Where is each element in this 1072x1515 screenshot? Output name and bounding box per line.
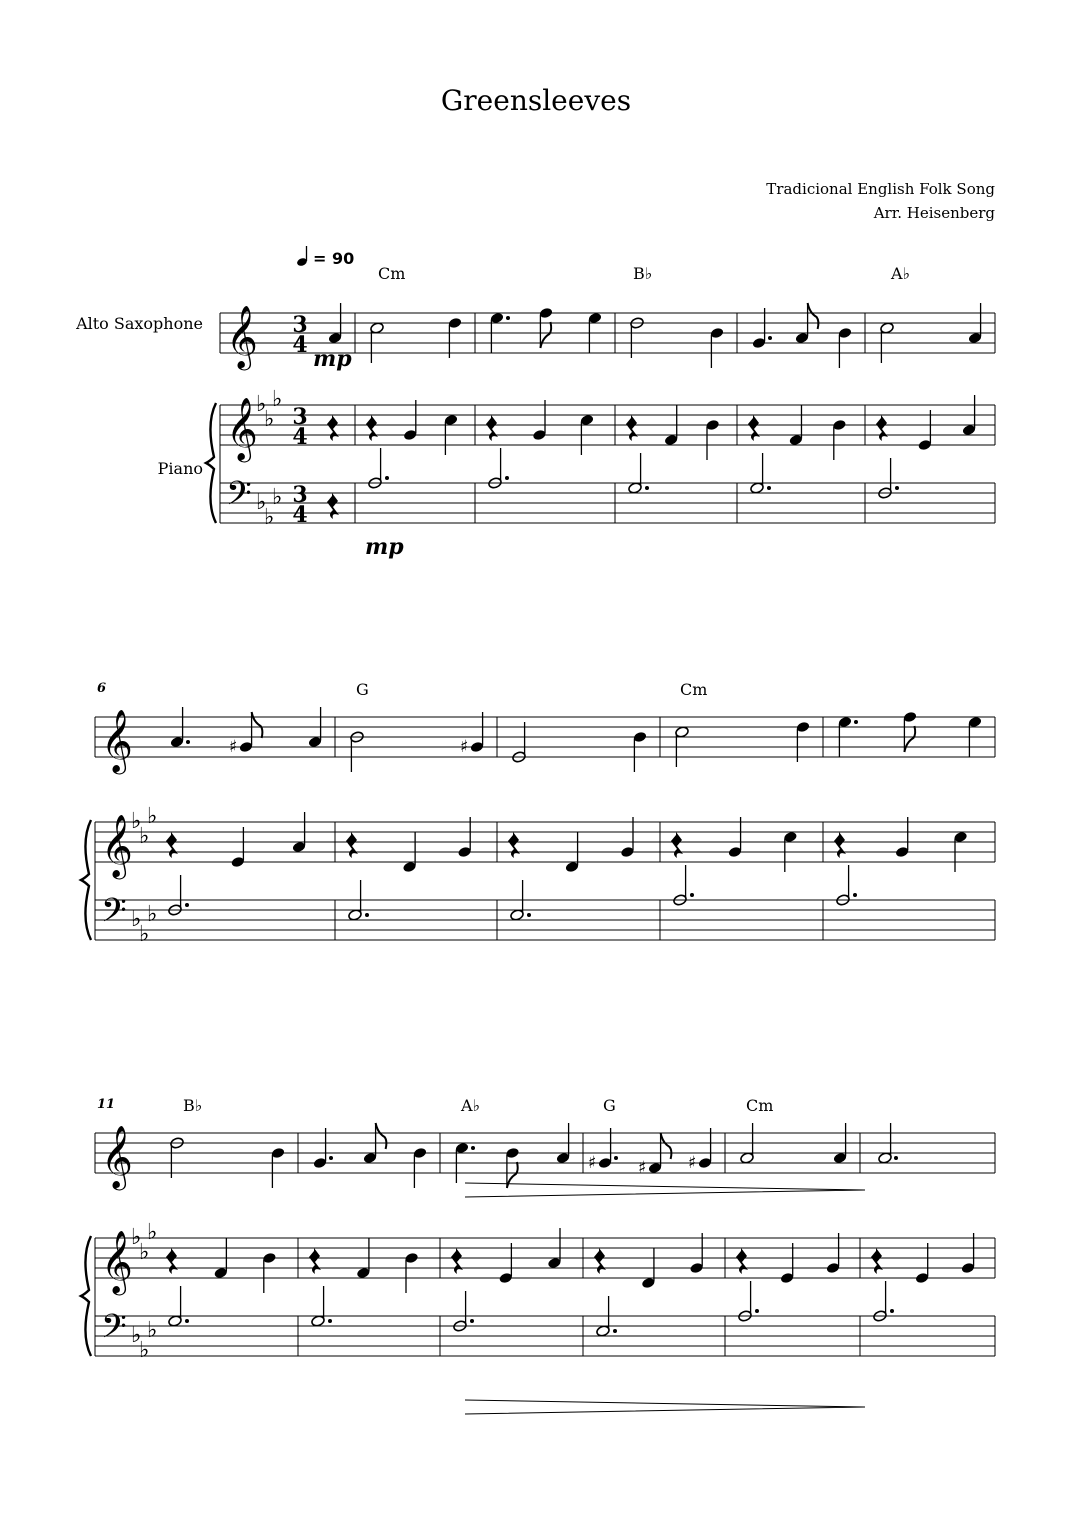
instrument-label-saxophone: Alto Saxophone bbox=[76, 314, 203, 333]
flat-icon: ♭ bbox=[272, 387, 283, 412]
quarter-rest-icon bbox=[508, 832, 520, 858]
augmentation-dot bbox=[890, 1309, 894, 1313]
music-engraving bbox=[75, 264, 995, 1414]
piano-left-staff bbox=[95, 900, 995, 940]
chord-symbol: Cm bbox=[378, 264, 406, 283]
quarter-rest-icon bbox=[871, 1248, 883, 1274]
dynamic-mp: mp bbox=[313, 346, 352, 372]
flat-icon: ♭ bbox=[139, 922, 150, 947]
quarter-rest-icon bbox=[309, 1248, 321, 1274]
time-signature-top: 3 bbox=[292, 404, 308, 430]
sharp-icon: ♯ bbox=[229, 737, 238, 757]
quarter-rest-icon bbox=[451, 1248, 463, 1274]
eighth-flag bbox=[376, 1123, 387, 1149]
arranger-credit: Arr. Heisenberg bbox=[873, 204, 995, 222]
treble-clef-icon: 𝄞 bbox=[226, 305, 258, 368]
treble-clef-icon: 𝄞 bbox=[101, 709, 133, 772]
quarter-rest-icon bbox=[876, 415, 888, 441]
flat-icon: ♭ bbox=[131, 809, 142, 834]
quarter-rest-icon bbox=[327, 493, 339, 519]
flat-icon: ♭ bbox=[264, 505, 275, 530]
augmentation-dot bbox=[328, 1319, 332, 1323]
augmentation-dot bbox=[186, 740, 190, 744]
treble-clef-icon: 𝄞 bbox=[226, 397, 258, 460]
bass-clef-icon: 𝄢 bbox=[101, 1308, 127, 1354]
quarter-rest-icon bbox=[671, 832, 683, 858]
piano-brace-icon bbox=[81, 1236, 91, 1356]
sharp-icon: ♯ bbox=[688, 1153, 697, 1173]
sharp-icon: ♯ bbox=[460, 737, 469, 757]
flat-icon: ♭ bbox=[139, 1338, 150, 1363]
quarter-rest-icon bbox=[486, 415, 498, 441]
system-2 bbox=[81, 680, 995, 947]
flat-icon: ♭ bbox=[131, 1323, 142, 1348]
augmentation-dot bbox=[329, 1156, 333, 1160]
time-signature-top: 3 bbox=[292, 482, 308, 508]
eighth-flag bbox=[661, 1133, 672, 1159]
quarter-rest-icon bbox=[736, 1248, 748, 1274]
piano-brace-icon bbox=[81, 820, 91, 940]
system-1 bbox=[206, 264, 995, 530]
composer-credit: Tradicional English Folk Song bbox=[766, 180, 995, 198]
quarter-rest-icon bbox=[834, 832, 846, 858]
augmentation-dot bbox=[895, 486, 899, 490]
augmentation-dot bbox=[385, 476, 389, 480]
treble-clef-icon: 𝄞 bbox=[101, 1125, 133, 1188]
chord-symbol: A♭ bbox=[461, 1096, 481, 1115]
bass-clef-icon: 𝄢 bbox=[226, 475, 252, 521]
augmentation-dot bbox=[645, 486, 649, 490]
instrument-label-piano: Piano bbox=[157, 459, 203, 478]
quarter-rest-icon bbox=[594, 1248, 606, 1274]
flat-icon: ♭ bbox=[147, 902, 158, 927]
chord-symbol: Cm bbox=[680, 680, 708, 699]
quarter-rest-icon bbox=[366, 415, 378, 441]
quarter-rest-icon bbox=[346, 832, 358, 858]
flat-icon: ♭ bbox=[139, 824, 150, 849]
augmentation-dot bbox=[365, 913, 369, 917]
augmentation-dot bbox=[767, 486, 771, 490]
piano-right-staff bbox=[220, 405, 995, 445]
flat-icon: ♭ bbox=[147, 804, 158, 829]
flat-icon: ♭ bbox=[139, 1240, 150, 1265]
chord-symbol: G bbox=[356, 680, 369, 699]
quarter-rest-icon bbox=[166, 832, 178, 858]
time-signature-bottom: 4 bbox=[292, 424, 308, 450]
augmentation-dot bbox=[185, 1319, 189, 1323]
augmentation-dot bbox=[690, 893, 694, 897]
flat-icon: ♭ bbox=[264, 407, 275, 432]
quarter-rest-icon bbox=[626, 415, 638, 441]
chord-symbol: A♭ bbox=[891, 264, 911, 283]
tempo-marking bbox=[296, 246, 354, 268]
time-signature-bottom: 4 bbox=[292, 332, 308, 358]
time-signature-top: 3 bbox=[292, 312, 308, 338]
system-3 bbox=[81, 1096, 995, 1414]
flat-icon: ♭ bbox=[147, 1220, 158, 1245]
treble-clef-icon: 𝄞 bbox=[101, 814, 133, 877]
quarter-rest-icon bbox=[327, 415, 339, 441]
chord-symbol: Cm bbox=[746, 1096, 774, 1115]
sharp-icon: ♯ bbox=[588, 1153, 597, 1173]
augmentation-dot bbox=[185, 903, 189, 907]
augmentation-dot bbox=[768, 336, 772, 340]
bass-clef-icon: 𝄢 bbox=[101, 892, 127, 938]
piano-brace-icon bbox=[206, 403, 216, 523]
decrescendo-hairpin bbox=[465, 1183, 865, 1197]
eighth-flag bbox=[904, 726, 915, 752]
augmentation-dot bbox=[505, 476, 509, 480]
time-signature-bottom: 4 bbox=[292, 502, 308, 528]
flat-icon: ♭ bbox=[147, 1318, 158, 1343]
augmentation-dot bbox=[471, 1146, 475, 1150]
chord-symbol: G bbox=[603, 1096, 616, 1115]
augmentation-dot bbox=[755, 1309, 759, 1313]
augmentation-dot bbox=[853, 893, 857, 897]
augmentation-dot bbox=[613, 1329, 617, 1333]
tempo-text: = 90 bbox=[313, 249, 355, 268]
flat-icon: ♭ bbox=[256, 392, 267, 417]
sharp-icon: ♯ bbox=[638, 1158, 647, 1178]
quarter-rest-icon bbox=[748, 415, 760, 441]
piano-left-staff bbox=[220, 483, 995, 523]
chord-symbol: B♭ bbox=[183, 1096, 203, 1115]
treble-clef-icon: 𝄞 bbox=[101, 1230, 133, 1293]
flat-icon: ♭ bbox=[131, 907, 142, 932]
augmentation-dot bbox=[854, 720, 858, 724]
augmentation-dot bbox=[894, 1156, 898, 1160]
measure-number: 6 bbox=[97, 681, 107, 696]
quarter-rest-icon bbox=[166, 1248, 178, 1274]
measure-number: 11 bbox=[97, 1097, 116, 1112]
decrescendo-hairpin bbox=[465, 1400, 865, 1414]
flat-icon: ♭ bbox=[272, 485, 283, 510]
score-title: Greensleeves bbox=[440, 84, 632, 117]
piano-right-staff bbox=[95, 822, 995, 862]
eighth-flag bbox=[252, 712, 263, 738]
eighth-flag bbox=[540, 322, 551, 348]
augmentation-dot bbox=[470, 1319, 474, 1323]
eighth-flag bbox=[808, 303, 819, 329]
flat-icon: ♭ bbox=[256, 490, 267, 515]
augmentation-dot bbox=[506, 316, 510, 320]
dynamic-mp: mp bbox=[365, 534, 404, 560]
augmentation-dot bbox=[527, 913, 531, 917]
flat-icon: ♭ bbox=[131, 1225, 142, 1250]
chord-symbol: B♭ bbox=[633, 264, 653, 283]
augmentation-dot bbox=[614, 1156, 618, 1160]
